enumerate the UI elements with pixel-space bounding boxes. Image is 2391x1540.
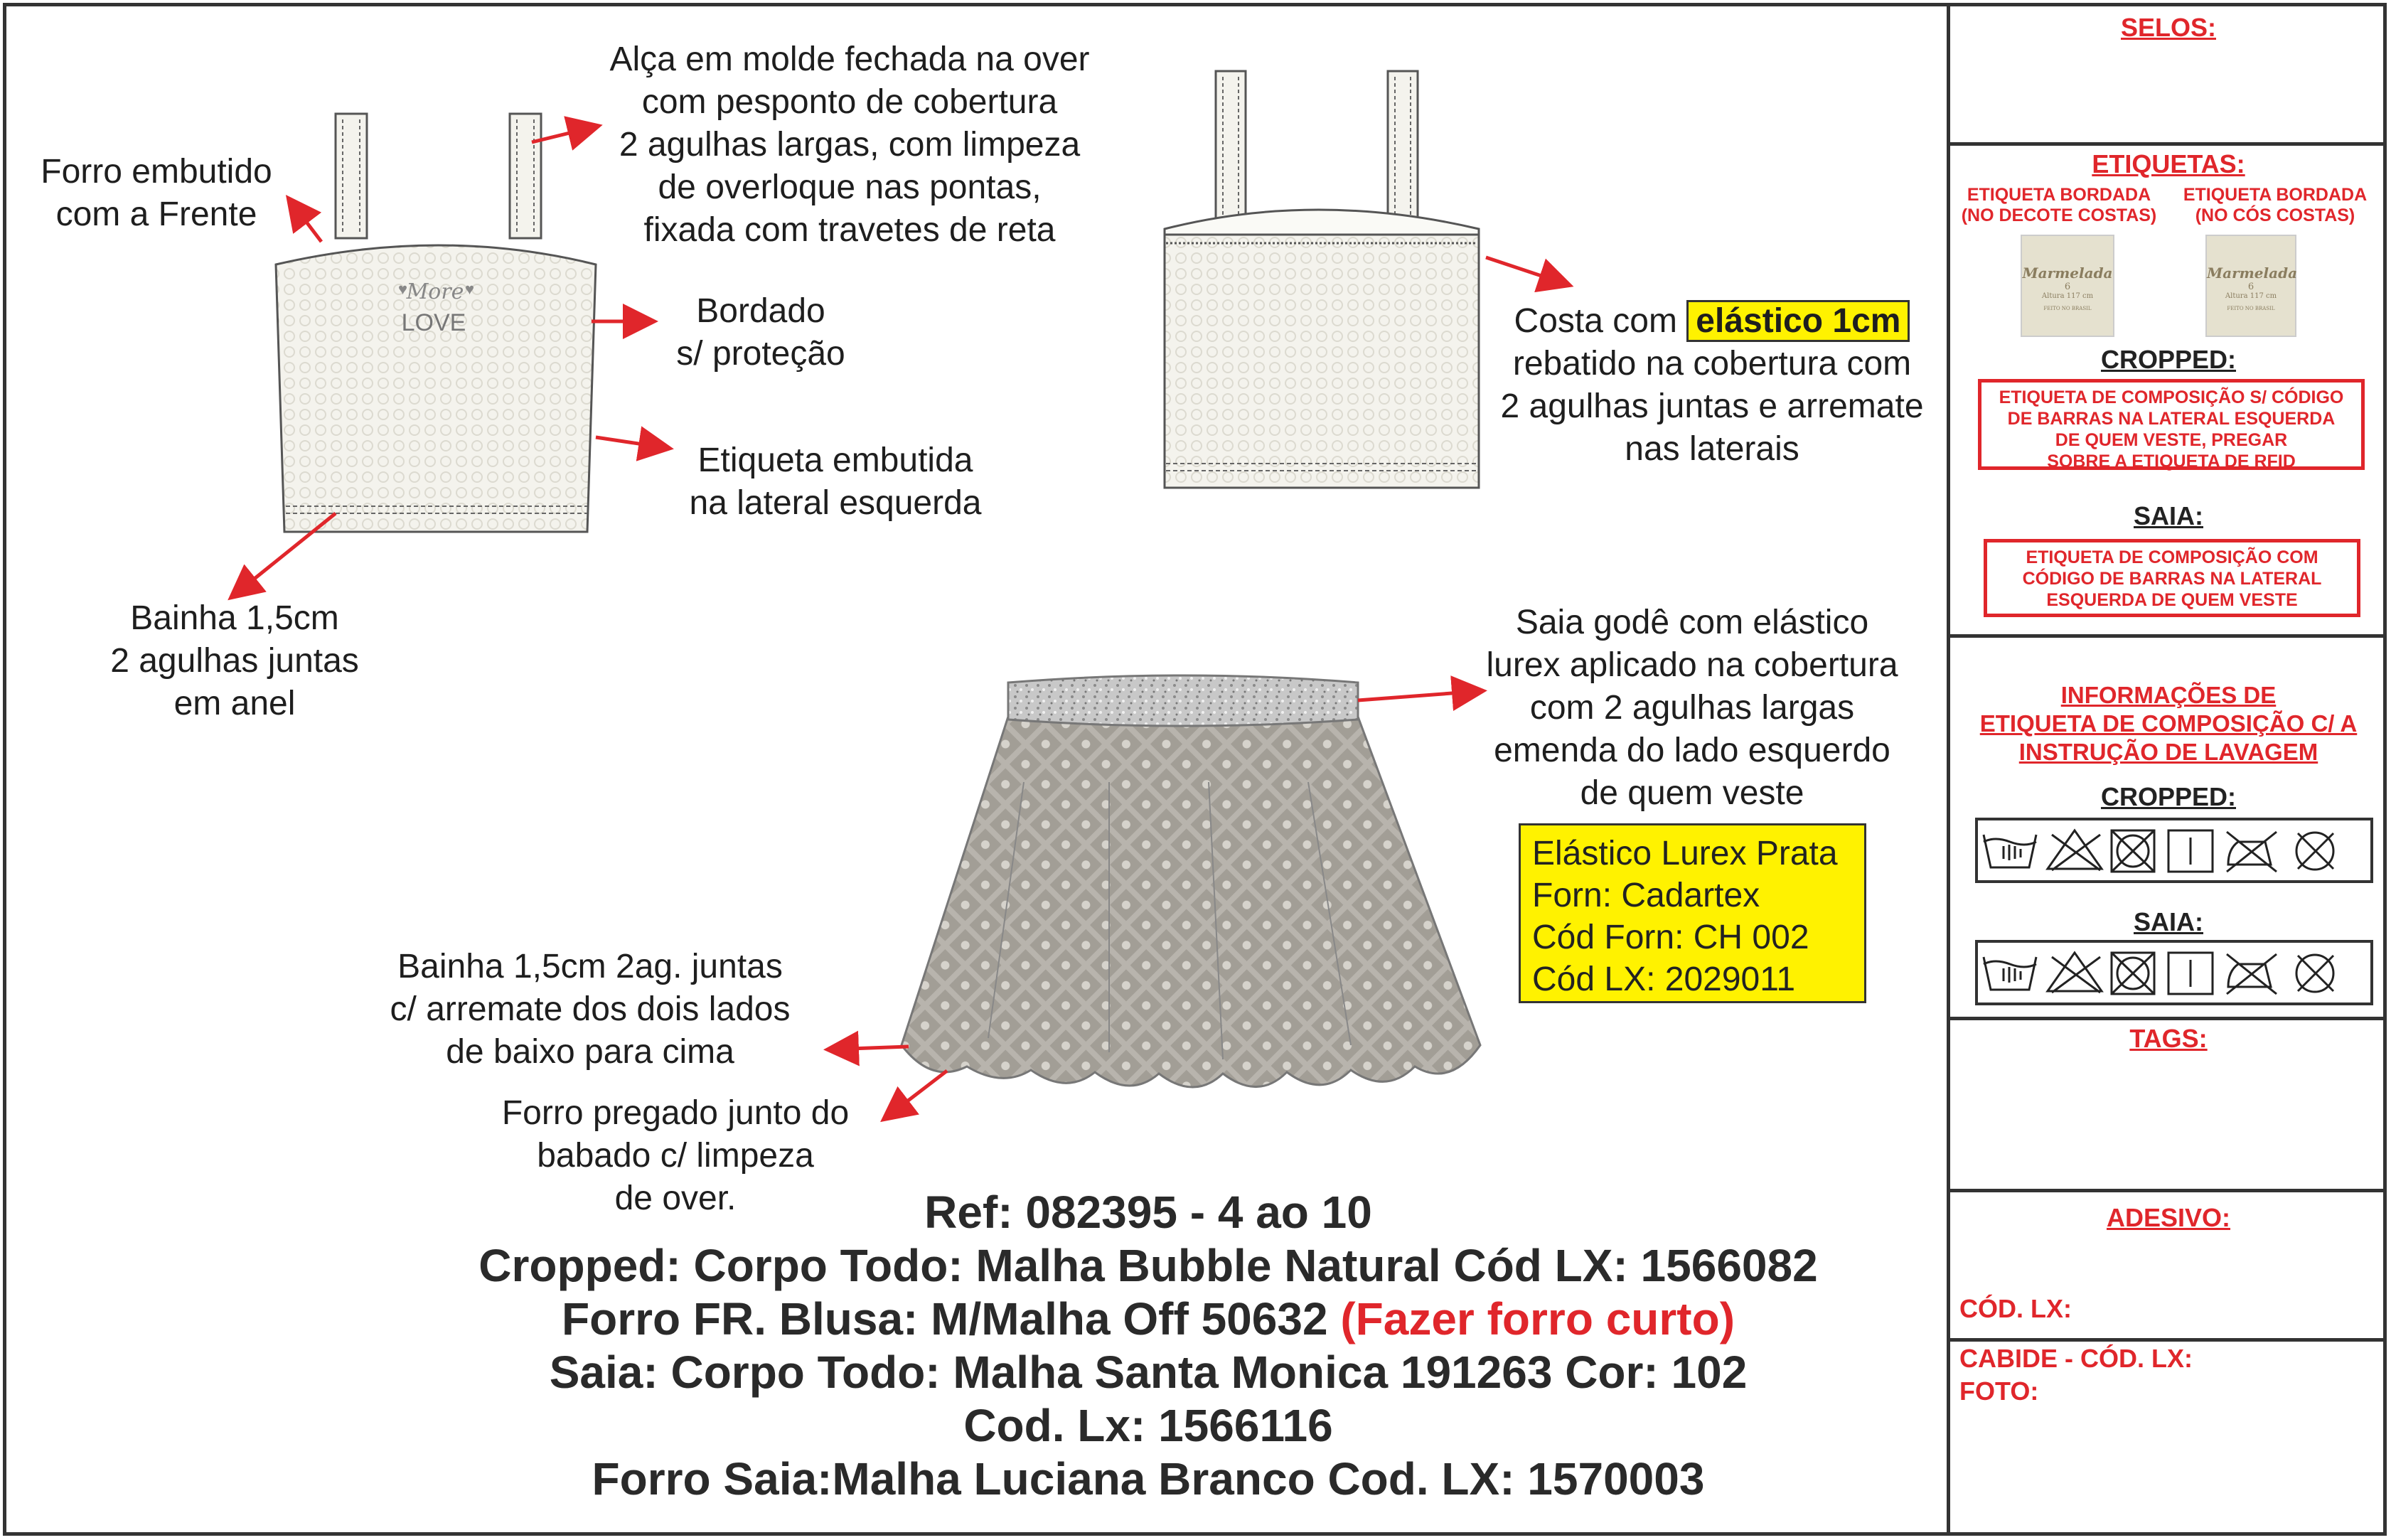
svg-text:♥: ♥ [465,280,475,298]
ref-line-5: Cod. Lx: 1566116 [963,1400,1333,1451]
label-size: 6 [2064,282,2071,292]
no-bleach-icon [2048,830,2102,870]
cropped-back-drawing [1165,71,1479,488]
brand-label-cos [2205,235,2296,337]
no-dry-clean-icon [2296,833,2333,870]
saia-title: SAIA: [2134,501,2203,530]
no-iron-icon [2227,954,2277,994]
costa-rest: rebatido na cobertura com 2 agulhas juntas e arremate nas laterais [1500,345,1924,468]
no-tumble-dry-icon [2112,953,2154,994]
divider-3 [1947,1017,2387,1020]
annotation-alca: Alça em molde fechada na over com pesponto de cobertura 2 agulhas largas, com limpeza de overloque nas pontas, fixada com travetes de reta [609,41,1090,249]
etiqueta-decote-label: ETIQUETA BORDADA (NO DECOTE COSTAS) [1961,185,2157,225]
care-symbols-saia [1975,940,2373,1005]
label-small: Altura 117 cm [2041,292,2094,300]
ref-line-2: Cropped: Corpo Todo: Malha Bubble Natural Cód LX: 1566082 [478,1240,1818,1291]
annotation-saia-gode: Saia godê com elástico lurex aplicado na cobertura com 2 agulhas largas emenda do lado esquerdo de quem veste [1486,604,1898,812]
adesivo-title: ADESIVO: [2106,1203,2231,1232]
embroidery-more: More [406,279,464,304]
no-bleach-icon [2048,953,2102,993]
info-composicao-title: INFORMAÇÕES DE ETIQUETA DE COMPOSIÇÃO C/ A INSTRUÇÃO DE LAVAGEM [1979,682,2358,765]
line-dry-icon [2168,953,2213,994]
elastic-line-3: Cód Forn: CH 002 [1532,919,1809,956]
cabide-cod-lx: CABIDE - CÓD. LX: [1959,1344,2193,1373]
brand-label-decote [2021,235,2114,337]
cropped-front-drawing [276,114,596,532]
cropped-title: CROPPED: [2100,345,2237,374]
annotation-costa [1477,300,1947,471]
etiqueta-cos-label: ETIQUETA BORDADA (NO CÓS COSTAS) [2183,185,2368,225]
divider-2 [1947,634,2387,638]
annotation-forro-pregado: Forro pregado junto do babado c/ limpeza de over. [501,1094,850,1217]
wash-30-icon [1984,957,2036,990]
divider-4 [1947,1189,2387,1192]
label-size: 6 [2247,282,2254,292]
elastic-info-box [1519,823,1866,1003]
annotation-bainha-cropped: Bainha 1,5cm 2 agulhas juntas em anel [110,599,359,722]
foto-label: FOTO: [1959,1376,2039,1406]
annotation-bordado: Bordado s/ proteção [676,292,845,373]
label-tiny: FEITO NO BRASIL [2227,306,2275,311]
elastic-line-4: Cód LX: 2029011 [1532,961,1796,998]
tags-title: TAGS: [2129,1024,2208,1053]
label-tiny: FEITO NO BRASIL [2043,306,2092,311]
ref-line-3 [398,1293,1898,1346]
ref-line-1: Ref: 082395 - 4 ao 10 [924,1187,1372,1238]
no-dry-clean-icon [2296,955,2333,992]
annotation-forro-embutido: Forro embutido com a Frente [41,153,272,233]
divider-5 [1947,1338,2387,1342]
skirt-drawing [902,675,1480,1087]
divider-1 [1947,142,2387,146]
no-tumble-dry-icon [2112,830,2154,872]
adesivo-cod-lx: CÓD. LX: [1959,1294,2072,1323]
ref-line-6: Forro Saia:Malha Luciana Branco Cod. LX: 1570003 [592,1453,1705,1504]
elastic-line-1: Elástico Lurex Prata [1532,835,1838,872]
annotation-etiqueta-embutida: Etiqueta embutida na lateral esquerda [689,442,982,522]
label-small: Altura 117 cm [2225,292,2277,300]
costa-prefix: Costa com [1514,302,1687,340]
etiquetas-title: ETIQUETAS: [2092,149,2245,178]
care-saia-title: SAIA: [2134,907,2203,936]
svg-text:♥: ♥ [398,280,408,298]
annotation-bainha-saia: Bainha 1,5cm 2ag. juntas c/ arremate dos dois lados de baixo para cima [390,948,791,1071]
label-brand: Marmelada [2022,264,2113,282]
embroidery-love: LOVE [401,309,466,336]
line-dry-icon [2168,830,2213,872]
ref-line-3-red: (Fazer forro curto) [1340,1293,1735,1344]
saia-label-note: ETIQUETA DE COMPOSIÇÃO COM CÓDIGO DE BARRAS NA LATERAL ESQUERDA DE QUEM VESTE [1984,539,2360,617]
no-iron-icon [2227,832,2277,872]
elastic-line-2: Forn: Cadartex [1532,877,1760,914]
wash-30-icon [1984,835,2036,867]
ref-line-3-text: Forro FR. Blusa: M/Malha Off 50632 [562,1293,1341,1344]
label-brand: Marmelada [2207,264,2298,282]
cropped-label-note: ETIQUETA DE COMPOSIÇÃO S/ CÓDIGO DE BARRAS NA LATERAL ESQUERDA DE QUEM VESTE, PREGAR SOBRE A ETIQUETA DE RFID [1978,379,2365,470]
care-symbols-cropped [1975,818,2373,883]
care-cropped-title: CROPPED: [2100,782,2237,811]
selos-title: SELOS: [2120,13,2216,42]
ref-line-4: Saia: Corpo Todo: Malha Santa Monica 191263 Cor: 102 [549,1347,1748,1398]
costa-elastic-highlight: elástico 1cm [1686,300,1910,342]
